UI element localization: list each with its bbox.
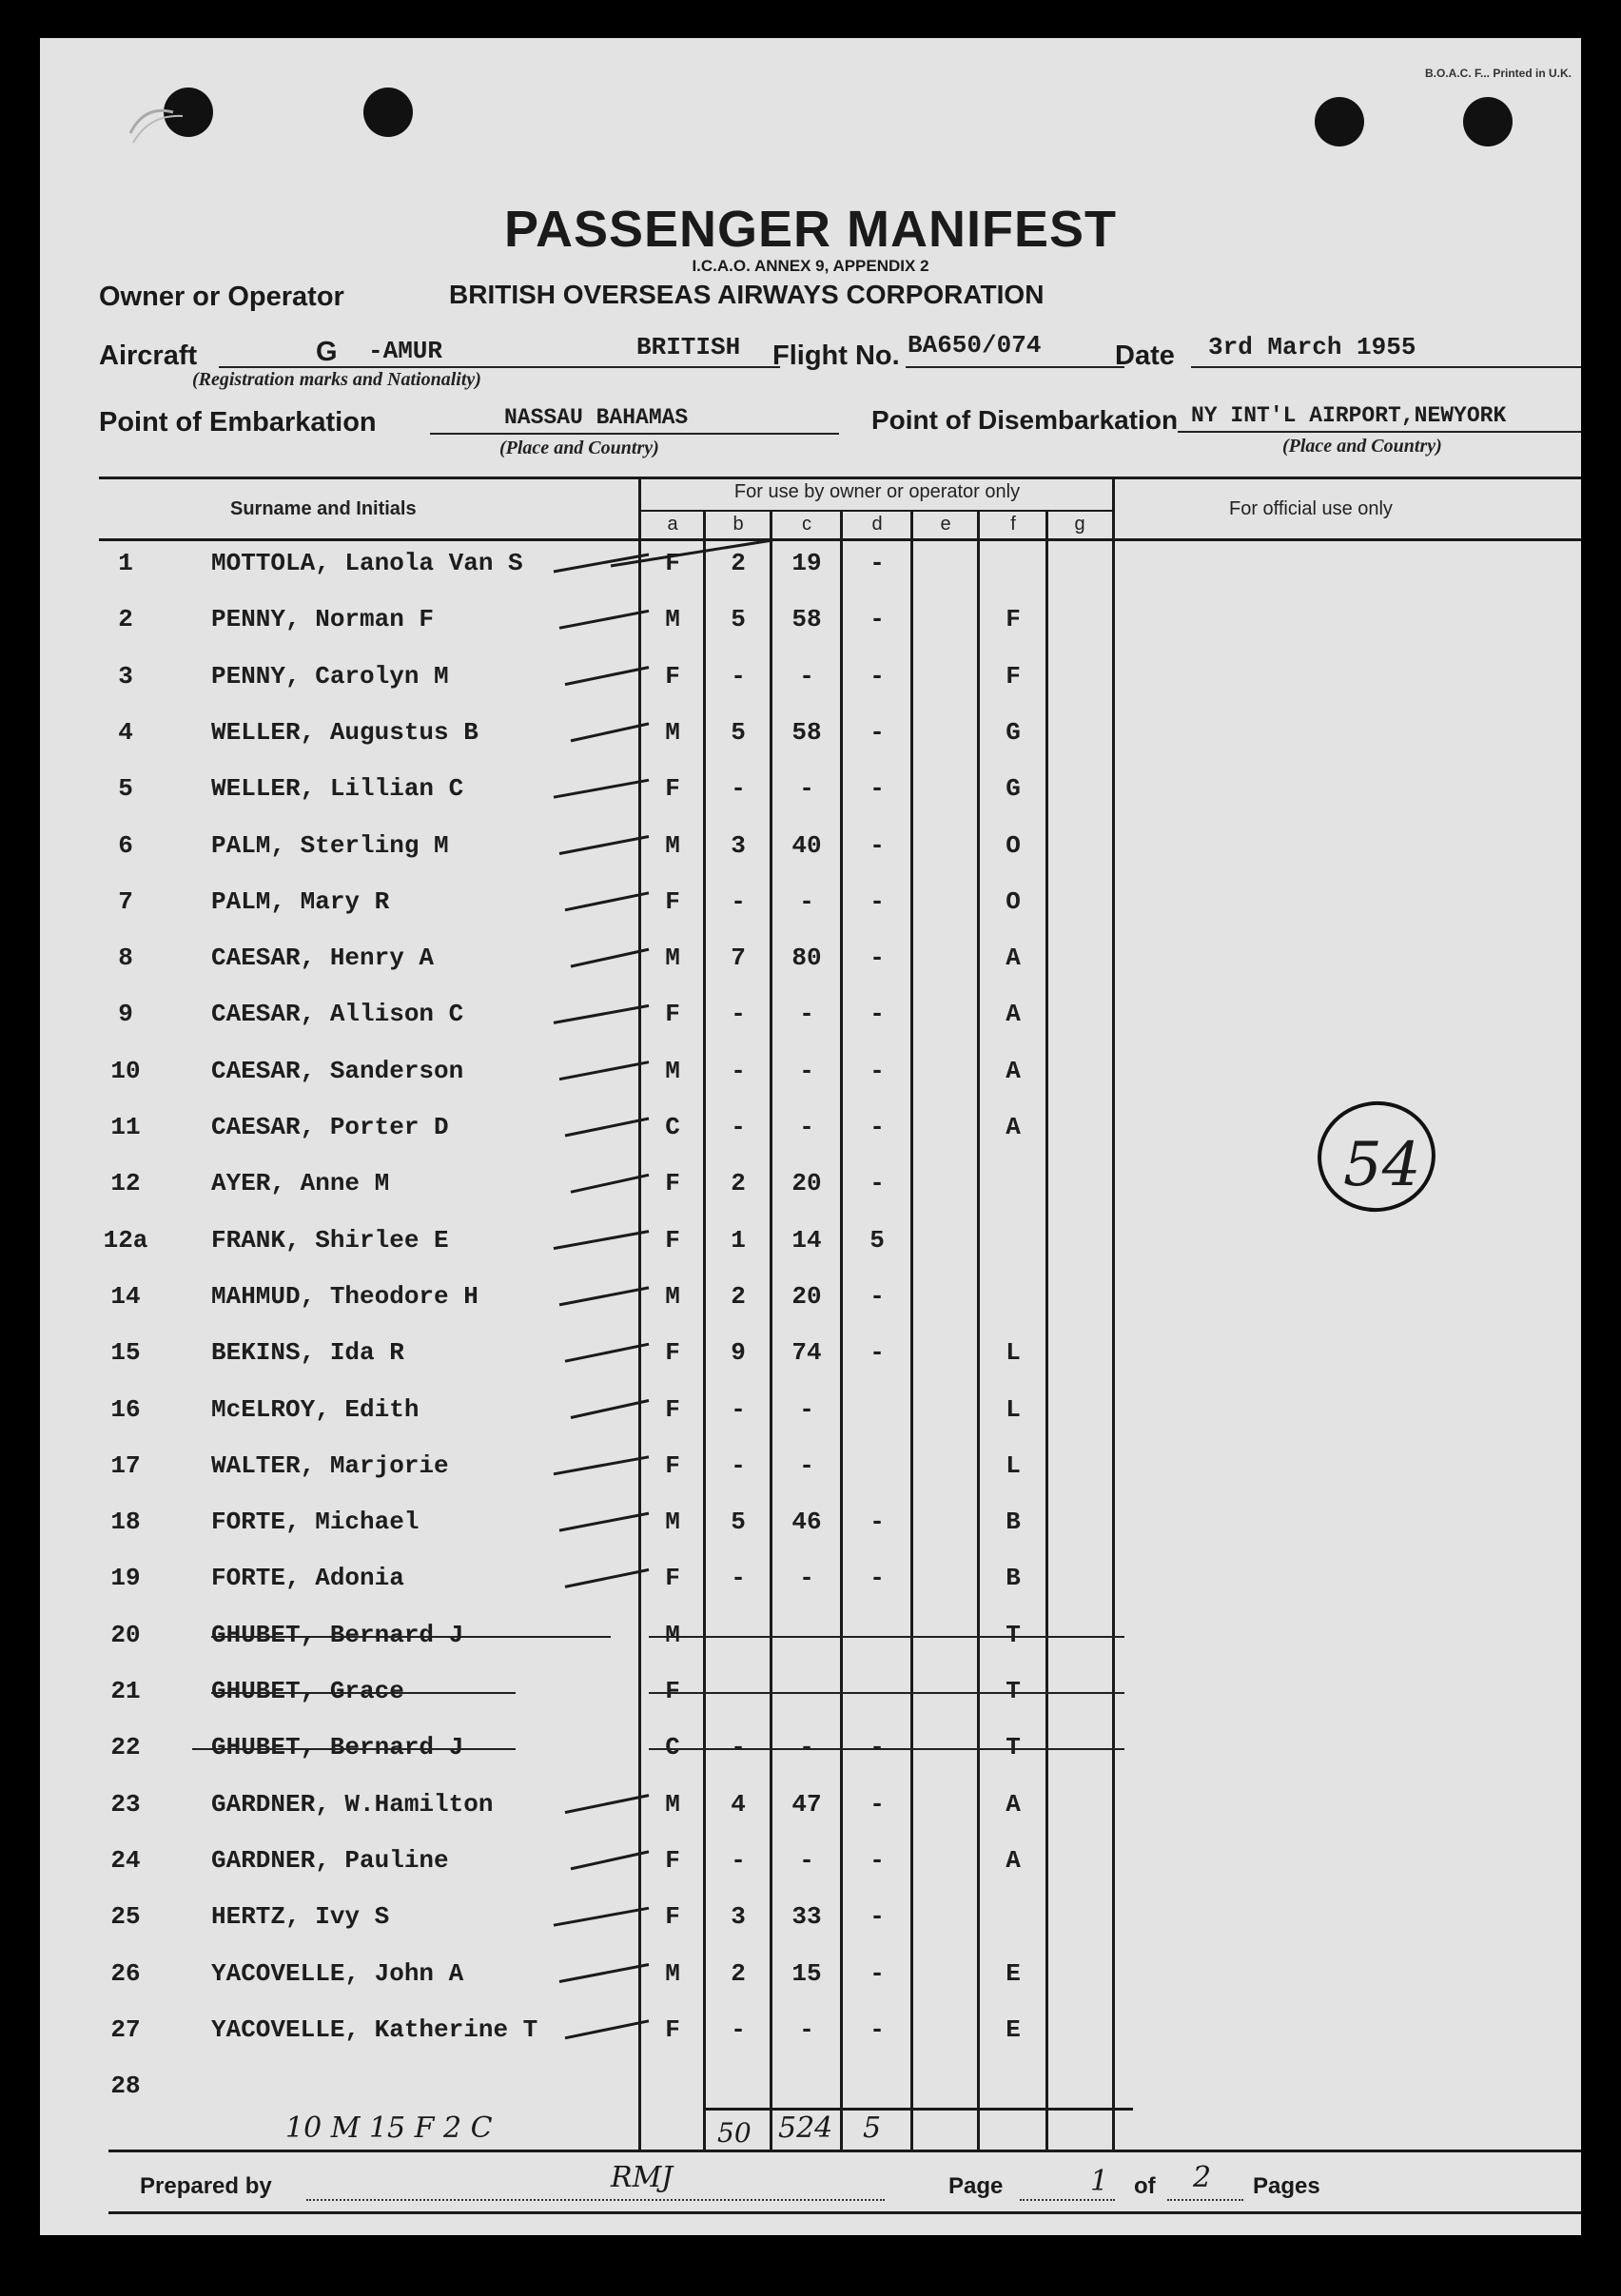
cell-sex: F [665,1902,680,1932]
col-header-g: g [1074,514,1085,535]
cell-sex: M [665,830,680,860]
total-c: 524 [778,2111,833,2145]
cell-d: - [869,1281,885,1311]
cell-c: - [799,1733,814,1762]
cell-b: - [731,1845,746,1875]
row-number: 4 [118,717,133,747]
row-number: 23 [110,1789,141,1819]
cell-b: - [731,1394,746,1424]
passenger-name: WELLER, Lillian C [211,774,464,804]
cell-c: - [799,1000,814,1029]
col-header-b: b [732,514,744,535]
total-b: 50 [717,2117,752,2149]
cell-c: 46 [791,1508,822,1537]
passenger-name: YACOVELLE, John A [211,1958,464,1988]
passenger-name: HERTZ, Ivy S [211,1902,390,1932]
row-number: 19 [110,1564,141,1593]
passenger-name: CAESAR, Sanderson [211,1056,464,1085]
passenger-name: PALM, Sterling M [211,830,449,860]
cell-b: 2 [731,1958,746,1988]
cell-sex: F [665,1450,680,1480]
row-number: 11 [110,1113,141,1141]
cell-sex: M [665,1789,680,1819]
cell-c: - [799,886,814,916]
row-number: 2 [118,605,133,634]
passenger-name: FORTE, Michael [211,1508,420,1537]
flight-date: 3rd March 1955 [1208,333,1416,361]
cell-f: T [1006,1733,1021,1762]
document-subtitle: I.C.A.O. ANNEX 9, APPENDIX 2 [692,257,929,275]
row-number: 16 [110,1394,141,1424]
cell-f: L [1006,1338,1021,1368]
cell-b: 5 [731,717,746,747]
passenger-name: MOTTOLA, Lanola Van S [211,549,523,577]
cell-sex: M [665,1056,680,1085]
row-number: 14 [110,1281,141,1311]
passenger-name: PALM, Mary R [211,886,390,916]
aircraft-label: Aircraft [99,341,198,371]
row-number: 9 [118,1000,133,1029]
cell-sex: F [665,1677,680,1705]
cell-sex: F [665,1169,680,1198]
cell-f: T [1006,1620,1021,1649]
cell-f: A [1006,944,1021,973]
cell-d: - [869,1113,885,1141]
check-tick-mark [611,540,772,566]
cell-f: F [1006,661,1021,691]
aircraft-nationality: BRITISH [636,333,741,361]
official-circle [1313,1096,1440,1217]
check-tick-mark [571,1401,649,1418]
cell-d: - [869,717,885,747]
cell-c: 80 [791,944,822,973]
cell-b: - [731,2014,746,2044]
cell-sex: M [665,717,680,747]
check-tick-mark [565,1796,649,1813]
cell-f: F [1006,605,1021,634]
row-number: 15 [110,1338,141,1368]
row-number: 26 [110,1958,141,1988]
passenger-name: PENNY, Norman F [211,605,435,634]
official-header: For official use only [1229,498,1393,519]
cell-sex: M [665,1620,680,1649]
check-tick-mark [554,1005,649,1022]
cell-sex: F [665,1394,680,1424]
cell-d: 5 [869,1225,885,1255]
embark-place-note: (Place and Country) [499,438,659,458]
owner-value: BRITISH OVERSEAS AIRWAYS CORPORATION [449,280,1045,309]
cell-c: - [799,2014,814,2044]
row-number: 1 [118,549,133,577]
page-total: 2 [1193,2161,1212,2194]
check-tick-mark [571,724,649,741]
cell-f: E [1006,1958,1021,1988]
cell-d: - [869,1845,885,1875]
row-number: 12a [103,1225,148,1255]
cell-d: - [869,1733,885,1762]
passenger-name: CAESAR, Porter D [211,1113,449,1141]
cell-b: - [731,1733,746,1762]
col-header-d: d [871,514,883,535]
col-header-f: f [1010,514,1016,535]
passenger-name: CAESAR, Henry A [211,944,435,973]
check-tick-mark [559,1062,649,1080]
col-header-e: e [940,514,951,535]
cell-c: - [799,1113,814,1141]
row-number: 7 [118,886,133,916]
cell-sex: M [665,1958,680,1988]
manifest-sheet [40,38,1581,2235]
passenger-name: WELLER, Augustus B [211,717,478,747]
flight-number: BA650/074 [908,331,1042,360]
disembark-label: Point of Disembarkation [871,405,1179,435]
cell-d: - [869,1338,885,1368]
cell-c: 20 [791,1281,822,1311]
row-number: 18 [110,1508,141,1537]
passenger-name: FRANK, Shirlee E [211,1225,449,1255]
cell-c: 20 [791,1169,822,1198]
cell-d: - [869,1000,885,1029]
cell-d: - [869,549,885,577]
cell-c: 40 [791,830,822,860]
cell-d: - [869,661,885,691]
check-tick-mark [554,1457,649,1474]
document-title: PASSENGER MANIFEST [503,201,1118,258]
cell-c: - [799,1394,814,1424]
check-tick-mark [571,949,649,966]
cell-b: 7 [731,944,746,973]
cell-sex: F [665,1225,680,1255]
cell-c: - [799,774,814,804]
cell-c: 15 [791,1958,822,1988]
cell-f: T [1006,1677,1021,1705]
form-code: B.O.A.C. F... Printed in U.K. [1424,67,1572,80]
handwritten-marks [40,38,1581,2235]
cell-sex: F [665,1000,680,1029]
row-number: 28 [110,2072,141,2101]
check-tick-mark [554,1908,649,1925]
cell-b: 2 [731,1169,746,1198]
cell-b: - [731,774,746,804]
check-tick-mark [565,1344,649,1361]
pages-label: Pages [1253,2173,1320,2199]
check-tick-mark [554,1232,649,1249]
passenger-name: MAHMUD, Theodore H [211,1281,478,1311]
check-tick-mark [565,668,649,685]
registration-note: (Registration marks and Nationality) [192,369,481,390]
cell-sex: F [665,1338,680,1368]
row-number: 25 [110,1902,141,1932]
date-label: Date [1115,341,1175,371]
row-number: 20 [110,1620,141,1649]
cell-c: - [799,1450,814,1480]
cell-f: O [1006,830,1021,860]
row-number: 27 [110,2014,141,2044]
cell-sex: F [665,661,680,691]
cell-b: - [731,1056,746,1085]
passenger-name: McELROY, Edith [211,1394,420,1424]
cell-c: - [799,1056,814,1085]
cell-c: - [799,661,814,691]
cell-b: 1 [731,1225,746,1255]
cell-b: 3 [731,830,746,860]
cell-sex: C [665,1733,680,1762]
operator-header: For use by owner or operator only [733,481,1021,502]
aircraft-prefix: G [316,337,338,367]
cell-f: A [1006,1845,1021,1875]
cell-sex: C [665,1113,680,1141]
cell-c: 14 [791,1225,822,1255]
passenger-name: GARDNER, W.Hamilton [211,1789,494,1819]
official-circled-number: 54 [1343,1130,1421,1200]
cell-d: - [869,2014,885,2044]
cell-sex: F [665,549,680,577]
cell-b: 3 [731,1902,746,1932]
passenger-name: GHUBET, Grace [211,1677,404,1705]
embark-value: NASSAU BAHAMAS [504,405,689,430]
cell-sex: M [665,1281,680,1311]
disembark-place-note: (Place and Country) [1282,436,1442,457]
check-tick-mark [565,1119,649,1136]
cell-b: 5 [731,605,746,634]
check-tick-mark [559,611,649,628]
cell-sex: F [665,1845,680,1875]
check-tick-mark [559,1513,649,1530]
cell-b: 4 [731,1789,746,1819]
cell-c: 47 [791,1789,822,1819]
cell-d: - [869,1958,885,1988]
cell-sex: F [665,886,680,916]
passenger-name: GHUBET, Bernard J [211,1733,464,1762]
passenger-name: WALTER, Marjorie [211,1450,449,1480]
cell-b: - [731,661,746,691]
cell-b: - [731,886,746,916]
row-number: 5 [118,774,133,804]
cell-f: B [1006,1564,1021,1593]
check-tick-mark [559,837,649,854]
cell-f: G [1006,717,1021,747]
cell-d: - [869,605,885,634]
passenger-name: GHUBET, Bernard J [211,1620,464,1649]
cell-d: - [869,830,885,860]
row-number: 8 [118,944,133,973]
cell-b: 2 [731,1281,746,1311]
cell-c: 19 [791,549,822,577]
passenger-name: FORTE, Adonia [211,1564,404,1593]
page-label: Page [948,2173,1004,2199]
cell-f: B [1006,1508,1021,1537]
cell-b: - [731,1113,746,1141]
row-number: 10 [110,1056,141,1085]
check-tick-mark [565,1569,649,1586]
cell-d: - [869,1508,885,1537]
flight-label: Flight No. [772,341,900,371]
cell-f: A [1006,1113,1021,1141]
row-number: 6 [118,830,133,860]
passenger-name: YACOVELLE, Katherine T [211,2014,538,2044]
disembark-value: NY INT'L AIRPORT,NEWYORK [1191,403,1507,428]
cell-f: G [1006,774,1021,804]
cell-f: A [1006,1056,1021,1085]
cell-c: 33 [791,1902,822,1932]
row-number: 24 [110,1845,141,1875]
passenger-name: PENNY, Carolyn M [211,661,449,691]
passenger-summary: 10 M 15 F 2 C [285,2111,493,2145]
cell-d: - [869,1056,885,1085]
cell-sex: M [665,1508,680,1537]
cell-f: L [1006,1394,1021,1424]
cell-c: 74 [791,1338,822,1368]
cell-d: - [869,774,885,804]
cell-f: A [1006,1789,1021,1819]
cell-b: 9 [731,1338,746,1368]
embark-label: Point of Embarkation [99,407,377,438]
cell-f: E [1006,2014,1021,2044]
row-number: 12 [110,1169,141,1198]
col-header-c: c [802,514,811,535]
check-tick-mark [571,1852,649,1869]
check-tick-mark [571,1175,649,1192]
total-d: 5 [863,2111,882,2145]
page-current: 1 [1090,2165,1109,2198]
cell-sex: F [665,1564,680,1593]
cell-d: - [869,1169,885,1198]
surname-header: Surname and Initials [230,498,417,519]
check-tick-mark [565,893,649,910]
passenger-name: GARDNER, Pauline [211,1845,449,1875]
row-number: 22 [110,1733,141,1762]
cell-sex: M [665,944,680,973]
check-tick-mark [554,780,649,797]
cell-sex: F [665,774,680,804]
cell-b: - [731,1000,746,1029]
cell-d: - [869,944,885,973]
cell-f: A [1006,1000,1021,1029]
prepared-initials: RMJ [611,2161,674,2194]
cell-sex: F [665,2014,680,2044]
row-number: 3 [118,661,133,691]
check-tick-mark [559,1965,649,1982]
cell-c: 58 [791,605,822,634]
cell-d: - [869,1564,885,1593]
passenger-name: CAESAR, Allison C [211,1000,464,1029]
cell-d: - [869,1902,885,1932]
owner-label: Owner or Operator [99,282,344,312]
cell-b: 5 [731,1508,746,1537]
passenger-name: AYER, Anne M [211,1169,390,1198]
prepared-label: Prepared by [140,2173,272,2199]
row-number: 21 [110,1677,141,1705]
page-of-label: of [1134,2173,1156,2199]
aircraft-registration: -AMUR [368,337,443,365]
cell-b: 2 [731,549,746,577]
col-header-a: a [667,514,678,535]
cell-d: - [869,886,885,916]
cell-f: O [1006,886,1021,916]
cell-b: - [731,1450,746,1480]
cell-c: - [799,1564,814,1593]
cell-sex: M [665,605,680,634]
cell-c: - [799,1845,814,1875]
passenger-name: BEKINS, Ida R [211,1338,404,1368]
row-number: 17 [110,1450,141,1480]
cell-c: 58 [791,717,822,747]
cell-f: L [1006,1450,1021,1480]
cell-b: - [731,1564,746,1593]
check-tick-mark [559,1288,649,1305]
check-tick-mark [565,2021,649,2038]
cell-d: - [869,1789,885,1819]
